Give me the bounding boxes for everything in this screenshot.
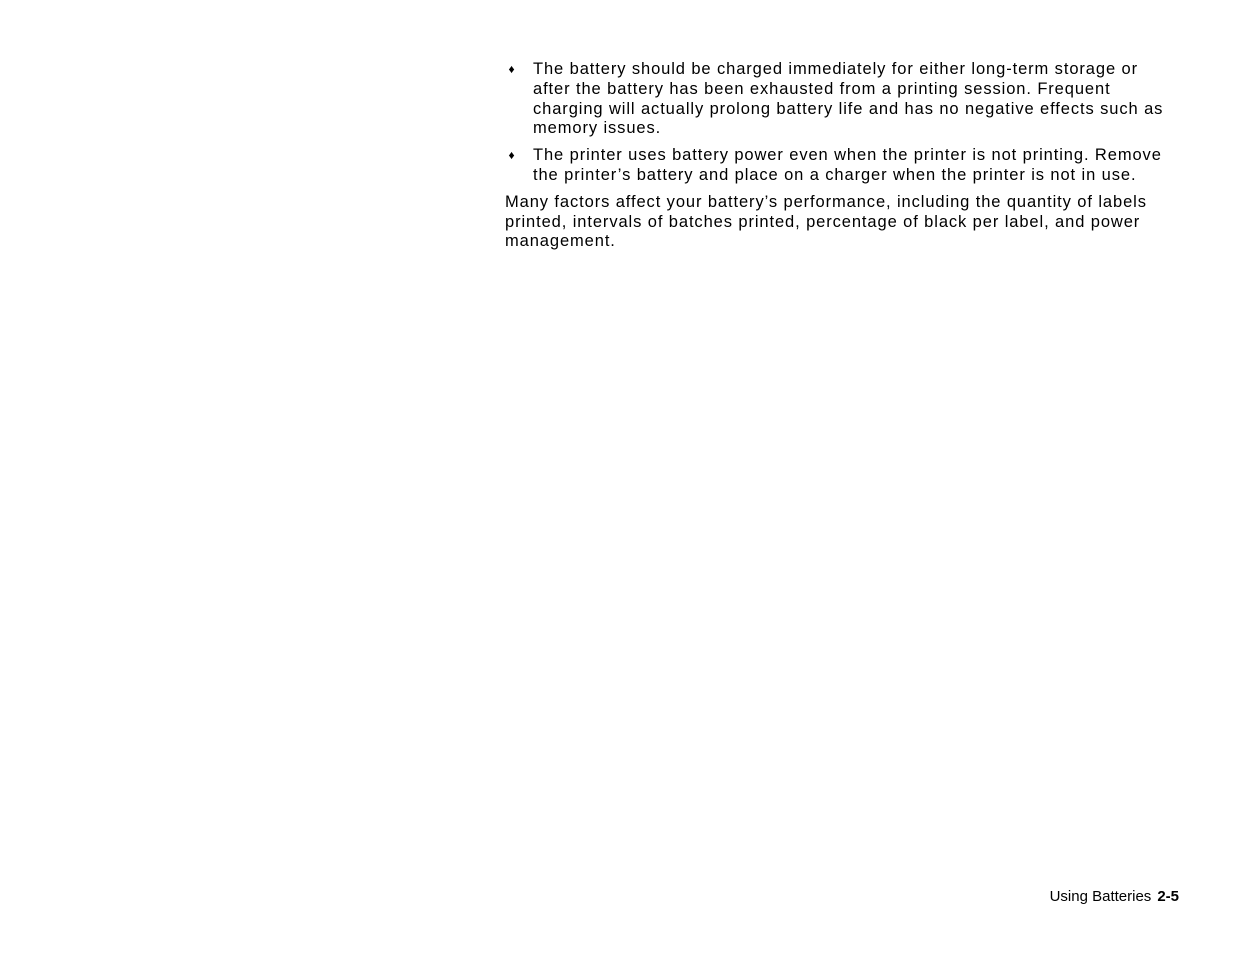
footer-section-title: Using Batteries [1049, 888, 1152, 905]
diamond-bullet-icon: ♦ [508, 148, 516, 163]
bullet-list [505, 60, 1165, 186]
bullet-item-power-use [505, 146, 1165, 186]
bullet-text: The battery should be charged immediately for either long-term storage or after the battery has been exhausted from a printing session. Frequent charging will actually prolong battery life and has no negative effects such as memory issues. [533, 60, 1164, 138]
body-paragraph: Many factors affect your battery’s performance, including the quantity of labels printed, intervals of batches printed, percentage of black per label, and power management. [505, 192, 1147, 251]
main-content [505, 60, 1165, 252]
page-footer [1050, 888, 1179, 905]
diamond-bullet-icon: ♦ [508, 62, 516, 76]
bullet-text: The printer uses battery power even when the printer is not printing. Remove the printer’s battery and place on a charger when the printer is not in use. [533, 146, 1162, 184]
bullet-item-charging [505, 60, 1165, 139]
page-number: 2-5 [1157, 888, 1179, 905]
